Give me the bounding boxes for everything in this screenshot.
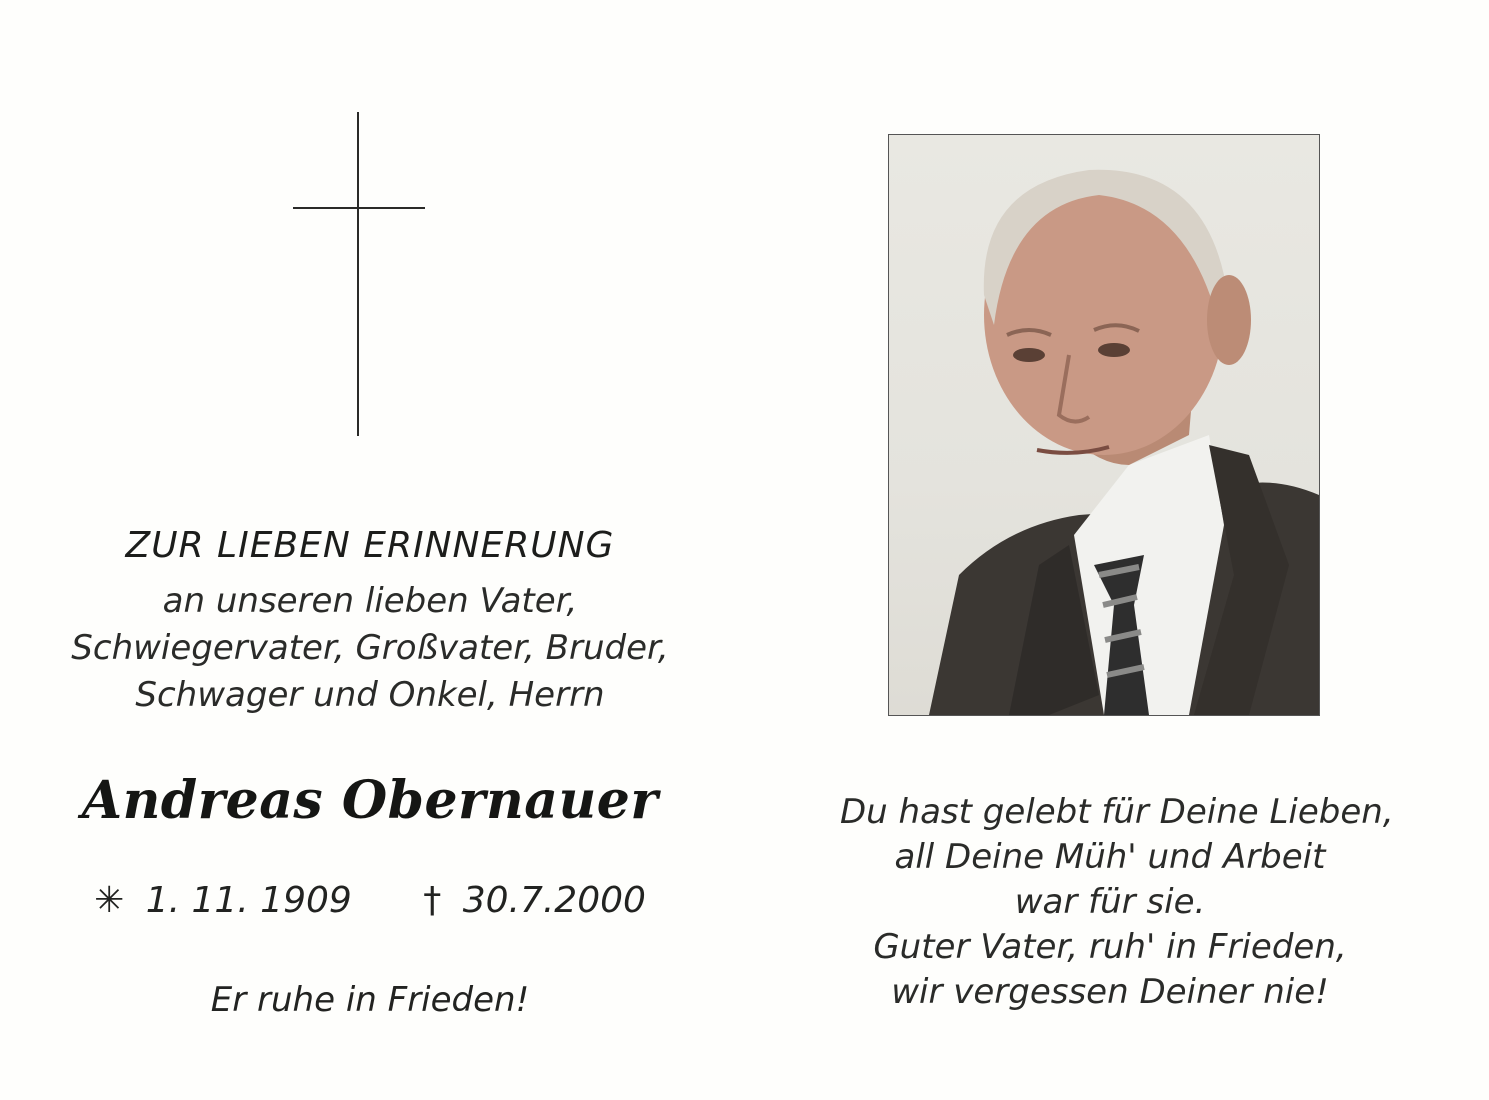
memorial-heading: ZUR LIEBEN ERINNERUNG xyxy=(125,525,615,566)
dedication-line: an unseren lieben Vater, xyxy=(162,581,578,621)
portrait-illustration xyxy=(889,135,1319,715)
cross-icon xyxy=(357,112,359,436)
death-date-group xyxy=(423,880,646,921)
portrait-photo xyxy=(888,134,1320,716)
life-dates xyxy=(60,880,680,921)
dedication-line: Schwiegervater, Großvater, Bruder, xyxy=(71,628,669,668)
cross-icon-bar xyxy=(293,207,425,209)
poem-line: Guter Vater, ruh' in Frieden, xyxy=(873,927,1347,967)
birth-symbol-icon: ✳ xyxy=(94,880,125,921)
poem-line: wir vergessen Deiner nie! xyxy=(891,972,1329,1012)
birth-date: 1. 11. 1909 xyxy=(145,880,352,921)
death-date: 30.7.2000 xyxy=(462,880,646,921)
poem-line: all Deine Müh' und Arbeit xyxy=(894,837,1326,877)
poem-line: war für sie. xyxy=(1014,882,1206,922)
birth-date-group xyxy=(94,880,363,921)
poem-line: Du hast gelebt für Deine Lieben, xyxy=(840,792,1394,832)
closing-text: Er ruhe in Frieden! xyxy=(210,980,530,1020)
dedication-text xyxy=(60,578,680,719)
dedication-line: Schwager und Onkel, Herrn xyxy=(135,675,605,715)
memorial-poem xyxy=(840,790,1394,1015)
deceased-name: Andreas Obernauer xyxy=(81,770,659,831)
death-symbol-icon: † xyxy=(423,880,442,921)
